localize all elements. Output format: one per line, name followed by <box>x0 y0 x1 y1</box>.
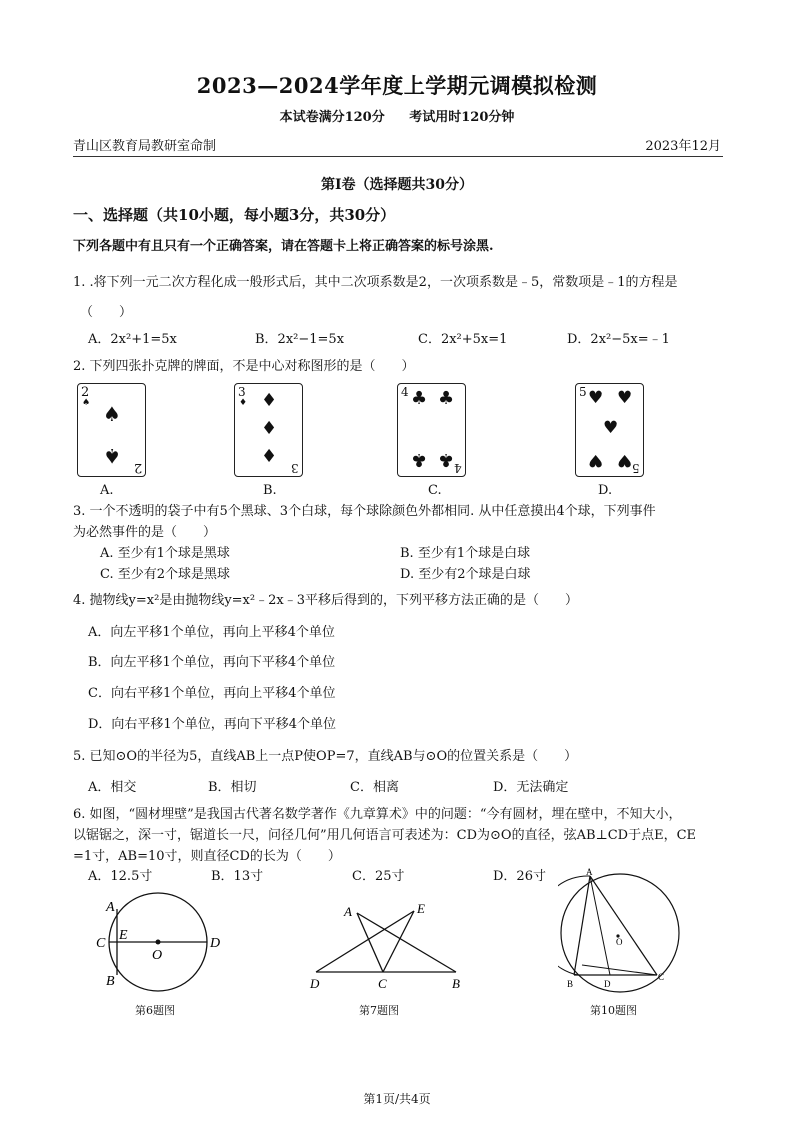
point-label-c: C <box>658 972 665 982</box>
card-rank: 5 <box>632 461 640 475</box>
q5-option-b: B．相切 <box>208 780 257 795</box>
spade-icon: ♠ <box>103 402 121 426</box>
point-label-b: B <box>452 976 460 991</box>
card-rank: 2 <box>81 385 90 400</box>
q6-line2: 以锯锯之，深一寸，锯道长一尺，问径几何”用几何语言可表述为：CD为⊙O的直径，弦AB⊥CD于点E，CE <box>73 828 697 843</box>
q1-option-b: B．2x²−1=5x <box>255 332 345 347</box>
figure-10 <box>558 867 698 993</box>
date: 2023年12月 <box>645 139 721 154</box>
q5-option-d: D．无法确定 <box>493 780 569 795</box>
figure-6-caption: 第6题图 <box>135 1004 175 1017</box>
point-label-o: O <box>616 937 623 947</box>
q4-option-c: C．向右平移1个单位，再向上平移4个单位 <box>88 686 336 701</box>
q6-option-a: A．12.5寸 <box>88 869 153 884</box>
point-label-d: D <box>310 976 320 991</box>
point-label-e: E <box>119 928 128 943</box>
q2-stem: 2. 下列四张扑克牌的牌面，不是中心对称图形的是（ ） <box>73 359 415 374</box>
q6-line1: 6. 如图，“圆材埋壁”是我国古代著名数学著作《九章算术》中的问题：“今有圆材，埋在壁中，不知大小， <box>73 807 682 822</box>
card-diamond-3 <box>234 383 303 477</box>
diamond-icon: ♦ <box>239 398 248 408</box>
q5-option-c: C．相离 <box>350 780 399 795</box>
q6-option-d: D．26寸 <box>493 869 546 884</box>
instruction: 下列各题中有且只有一个正确答案，请在答题卡上将正确答案的标号涂黑. <box>73 239 494 254</box>
point-label-d: D <box>210 936 221 951</box>
club-icon: ♣ <box>411 388 428 409</box>
q1-blank: （ ） <box>80 305 133 320</box>
volume-title: 第Ⅰ卷（选择题共30分） <box>320 177 474 193</box>
q1-option-a: A．2x²+1=5x <box>88 332 177 347</box>
club-icon: ♣ <box>438 449 455 470</box>
heart-icon: ♥ <box>617 388 633 408</box>
q3-option-b: B. 至少有1个球是白球 <box>400 546 531 561</box>
card-heart-5 <box>575 383 644 477</box>
page-number: 第1页/共4页 <box>363 1092 431 1106</box>
card-rank: 4 <box>401 385 409 399</box>
point-label-e: E <box>417 901 425 916</box>
point-label-a: A <box>586 867 593 877</box>
point-label-c: C <box>96 936 106 951</box>
exam-subtitle <box>0 106 794 125</box>
figure-7-caption: 第7题图 <box>359 1004 399 1017</box>
q3-option-a: A. 至少有1个球是黑球 <box>100 546 230 561</box>
club-icon: ♣ <box>438 388 455 409</box>
q3-stem-line2: 为必然事件的是（ ） <box>73 525 217 540</box>
header-rule <box>73 156 723 157</box>
heart-icon: ♥ <box>588 388 604 408</box>
spade-icon: ♠ <box>82 398 91 408</box>
q2-label-c: C. <box>428 483 442 498</box>
q2-label-d: D. <box>598 483 613 498</box>
q6-option-b: B．13寸 <box>211 869 264 884</box>
q4-option-a: A．向左平移1个单位，再向上平移4个单位 <box>88 625 335 640</box>
q6-line3: =1寸，AB=10寸，则直径CD的长为（ ） <box>73 849 341 864</box>
point-label-o: O <box>152 948 163 963</box>
card-rank: 3 <box>291 461 299 475</box>
card-rank: 3 <box>238 385 246 399</box>
q3-stem-line1: 3. 一个不透明的袋子中有5个黑球、3个白球，每个球除颜色外都相同. 从中任意摸出4个球，下列事件 <box>73 504 656 519</box>
heart-icon: ♥ <box>603 418 619 438</box>
figure-7 <box>304 896 464 992</box>
point-label-b: B <box>106 974 115 989</box>
point-label-a: A <box>106 900 115 915</box>
exam-title: 2023—2024学年度上学期元调模拟检测 <box>196 73 598 98</box>
q1-option-c: C．2x²+5x=1 <box>418 332 508 347</box>
q4-stem: 4. 抛物线y=x²是由抛物线y=x²﹣2x﹣3平移后得到的，下列平移方法正确的是（ ） <box>73 593 578 608</box>
card-rank: 2 <box>133 460 142 475</box>
diamond-icon: ♦ <box>261 446 278 467</box>
card-rank: 4 <box>454 461 462 475</box>
q1-option-d: D．2x²−5x=﹣1 <box>567 332 670 347</box>
q3-option-d: D. 至少有2个球是白球 <box>400 567 531 582</box>
figure-6 <box>96 892 236 996</box>
point-label-b: B <box>567 979 574 989</box>
time-limit: 考试用时120分钟 <box>409 110 515 125</box>
q3-option-c: C. 至少有2个球是黑球 <box>100 567 231 582</box>
q4-option-d: D．向右平移1个单位，再向下平移4个单位 <box>88 717 336 732</box>
heart-icon: ♥ <box>617 450 633 470</box>
heart-icon: ♥ <box>588 450 604 470</box>
full-score: 本试卷满分120分 <box>279 110 385 125</box>
point-label-a: A <box>344 904 352 919</box>
card-rank: 5 <box>579 385 587 399</box>
club-icon: ♣ <box>411 449 428 470</box>
q5-stem: 5. 已知⊙O的半径为5，直线AB上一点P使OP=7，直线AB与⊙O的位置关系是（ ） <box>73 749 578 764</box>
q2-label-a: A. <box>100 483 114 498</box>
figure-10-caption: 第10题图 <box>590 1004 637 1017</box>
card-club-4 <box>397 383 466 477</box>
part-title: 一、选择题（共10小题，每小题3分，共30分） <box>73 206 396 224</box>
card-spade-2 <box>77 383 146 477</box>
q1-stem: 1. .将下列一元二次方程化成一般形式后，其中二次项系数是2，一次项系数是﹣5，常数项是﹣1的方程是 <box>73 275 678 290</box>
diamond-icon: ♦ <box>261 418 278 439</box>
issuer: 青山区教育局教研室命制 <box>73 139 217 154</box>
q6-option-c: C．25寸 <box>352 869 405 884</box>
q4-option-b: B．向左平移1个单位，再向下平移4个单位 <box>88 655 336 670</box>
q2-label-b: B. <box>263 483 277 498</box>
spade-icon: ♠ <box>103 444 121 468</box>
q5-option-a: A．相交 <box>88 780 137 795</box>
diamond-icon: ♦ <box>261 390 278 411</box>
point-label-c: C <box>378 976 387 991</box>
point-label-d: D <box>604 979 611 989</box>
